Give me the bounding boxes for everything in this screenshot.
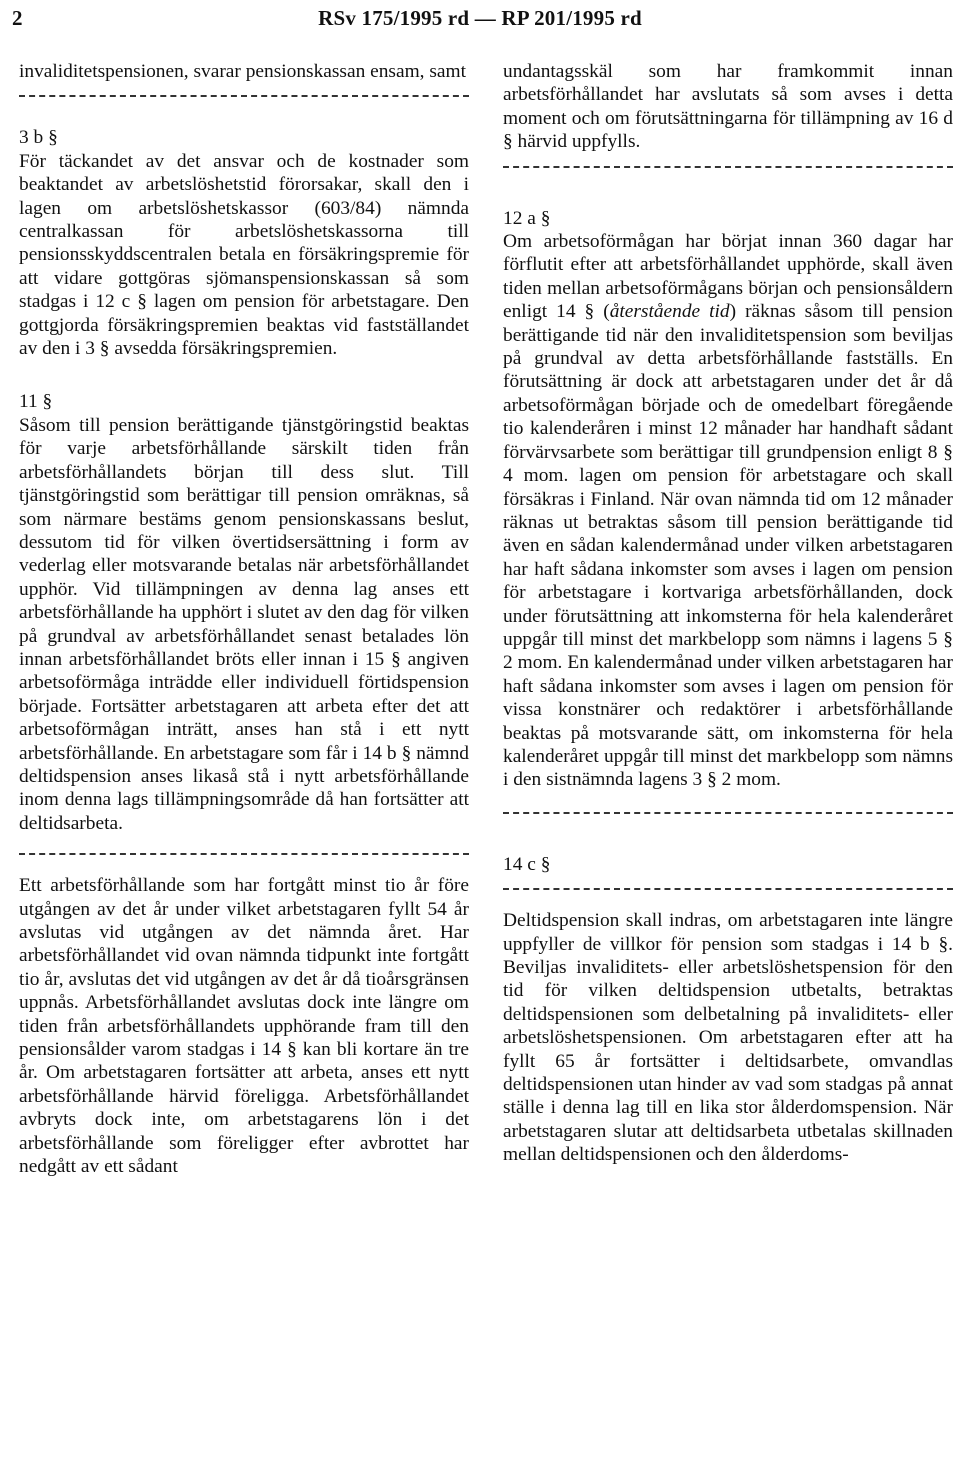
running-title: RSv 175/1995 rd — RP 201/1995 rd <box>318 6 642 30</box>
right-column <box>503 60 953 1167</box>
paragraph: Deltidspension skall indras, om arbetstagaren inte längre uppfyller de villkor för pension som stadgas i 14 b §. Beviljas invaliditets- eller arbetslöshetspension för den tid för vilken deltidspension utbetalts, betraktas deltidspensionen som delbetalning på invaliditets- eller arbetslöshetspensionen. Om arbetstagaren efter att ha fyllt 65 år fortsätter i deltidsarbete, omvandlas deltidspensionen utan hinder av vad som stadgas på annat ställe i denna lag till en lika stor ålderdomspension. När arbetstagaren slutar att deltidsarbeta utbetalas skillnaden mellan deltidspensionen och den ålderdoms- <box>503 910 953 1166</box>
paragraph: Om arbetsoförmågan har börjat innan 360 dagar har förflutit efter att arbetsförhållandet upphörde, skall även tiden mellan arbetsoförmågans början och pensionsåldern enligt 14 § (återstående tid) räknas såsom till pension berättigande tid när den invaliditetspension som beviljas på grundval av detta arbetsförhållande fastställs. En förutsättning är dock att arbetstagaren under det år då arbetsoförmågan började och de omedelbart föregående tio kalenderåren i minst 12 månader har handhaft sådant förvärvsarbete som berättigar till grundpension enligt 8 § 4 mom. lagen om pension för arbetstagare och skall försäkras i Finland. När ovan nämnda tid om 12 månader räknas ut betraktas såsom till pension berättigande tid även en sådan kalendermånad under vilken arbetstagaren har haft sådana inkomster som avses i lagen om pension för arbetstagare i kortvariga arbetsförhållanden, dock under förutsättning att inkomsterna för hela kalenderåret uppgår till minst det markbelopp som nämns i lagens 5 § 2 mom. En kalendermånad under vilken arbetstagaren har haft sådana inkomster som avses i lagen om pension för vissa konstnärer och redaktörer i arbetsförhållande beaktas på motsvarande sätt, om inkomsterna för hela kalenderåret uppgår till minst det markbelopp som nämns i den sistnämnda lagens 3 § 2 mom. <box>503 231 953 791</box>
omission-dashes <box>503 876 953 899</box>
omission-dashes <box>503 800 953 823</box>
omission-dashes <box>503 154 953 177</box>
paragraph: invaliditetspensionen, svarar pensionskassan ensam, samt <box>19 61 466 82</box>
left-column <box>19 60 469 1178</box>
section-heading: 12 a § <box>503 207 551 229</box>
italic-term: återstående tid <box>609 301 730 323</box>
omission-dashes <box>19 83 469 106</box>
page-header <box>12 6 948 36</box>
section-heading: 3 b § <box>19 127 58 149</box>
omission-dashes <box>19 841 469 864</box>
paragraph: undantagsskäl som har framkommit innan arbetsförhållandet har avslutats så som avses i detta moment och om förutsättningarna för tillämpning av 16 d § härvid uppfylls. <box>503 61 953 153</box>
section-heading: 11 § <box>19 391 53 413</box>
page-number: 2 <box>12 6 23 30</box>
paragraph: För täckandet av det ansvar och de kostnader som beaktandet av arbetslöshetstid förorsakar, skall den i lagen om arbetslöshetskassor (603/84) nämnda centralkassan för arbetslöshetskassorna till pensionsskyddscentralen betala en försäkringspremie för att vidare gottgöras sjömanspensionskassan så som stadgas i 12 c § lagen om pension för arbetstagare. Den gottgjorda försäkringspremien beaktas vid fastställandet av den i 3 § avsedda försäkringspremien. <box>19 150 469 360</box>
paragraph: Ett arbetsförhållande som har fortgått minst tio år före utgången av det år under vilket arbetstagaren fyllt 54 år avslutas vid utgången av det nämnda året. Har arbetsförhållandet vid ovan nämnda tidpunkt inte fortgått tio år, avslutas det vid utgången av det år då tioårsgränsen uppnås. Arbetsförhållandet avslutas dock inte längre om tiden från arbetsförhållandets upphörande fram till den pensionsålder varom stadgas i 14 § kan bli kortare än tre år. Om arbetstagaren fortsätter att arbeta, anses ett nytt arbetsförhållande härvid föreligga. Arbetsförhållandet avbryts dock inte, om arbetstagarens lön i det arbetsförhållande som föreligger efter avbrottet har nedgått av ett sådant <box>19 875 469 1178</box>
paragraph: Såsom till pension berättigande tjänstgöringstid beaktas för varje arbetsförhållande särskilt tiden från arbetsförhållandets början till dess slut. Till tjänstgöringstid som berättigar till pension omräknas, så som närmare bestäms genom pensionskassans beslut, dessutom tid för vilken övertidsersättning i form av vederlag eller motsvarande betalas när arbetsförhållandet upphör. Vid tillämpningen av denna lag anses ett arbetsförhållande ha upphört i slutet av den dag för vilken på grundval av arbetsförhållandet senast betalades lön innan arbetsförhållandet bröts eller innan i 15 § angiven arbetsoförmåga inträdde eller individuell förtidspension började. Fortsätter arbetstagaren att arbeta efter det att arbetsoförmågan inträtt, anses han stå i ett nytt arbetsförhållande. En arbetstagare som får i 14 b § nämnd deltidspension anses likaså stå i nytt arbetsförhållande inom denna lags tillämpningsområde då han fortsätter att deltidsarbeta. <box>19 414 469 834</box>
section-heading: 14 c § <box>503 853 551 875</box>
